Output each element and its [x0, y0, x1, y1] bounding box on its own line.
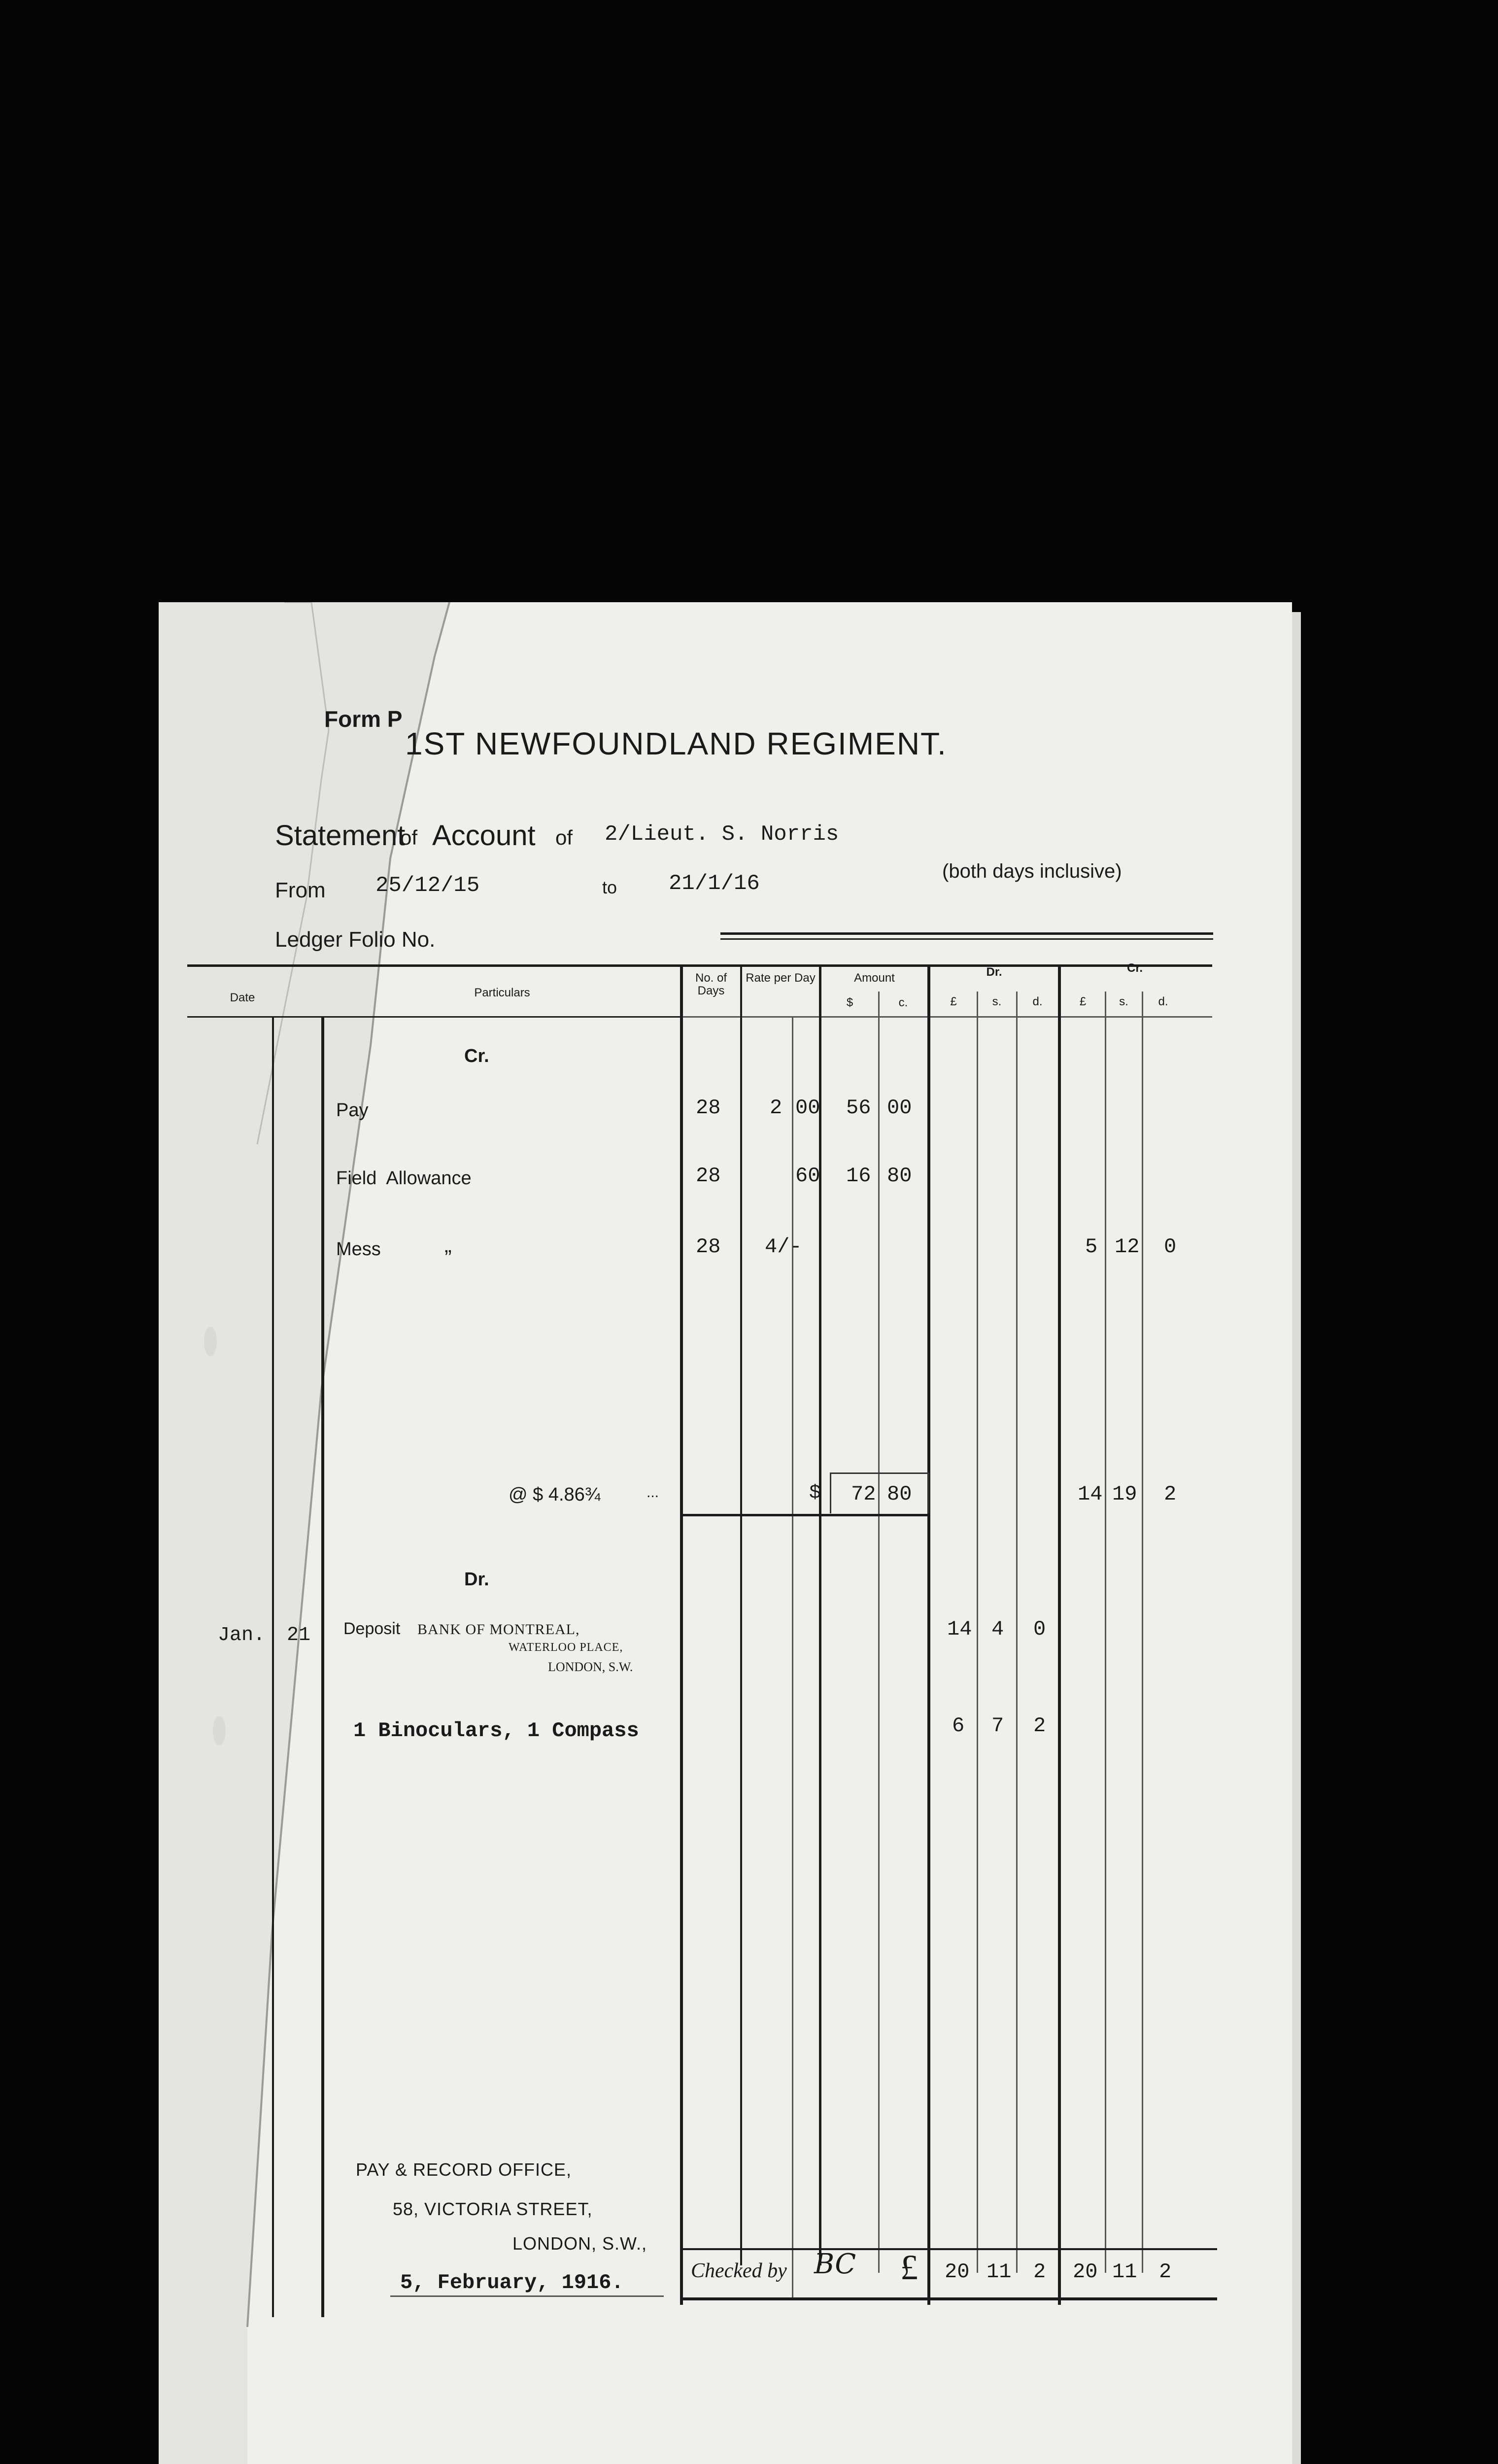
punch-hole — [213, 1716, 226, 1745]
statement-label: Statement — [275, 820, 406, 852]
totals-bottom-rule — [680, 2297, 1217, 2300]
account-label: Account — [432, 820, 536, 852]
punch-hole — [204, 1327, 217, 1356]
account-of-label: of — [555, 826, 573, 849]
row-field-allowance-amount-dollars: 16 — [846, 1164, 871, 1188]
deposit-dr-shillings: 4 — [991, 1617, 1004, 1641]
from-date: 25/12/15 — [375, 873, 480, 898]
binoculars-dr-pounds: 6 — [952, 1714, 965, 1738]
exchange-cr-pence: 2 — [1164, 1482, 1177, 1506]
exchange-dollar-sign: $ — [809, 1482, 821, 1505]
to-label: to — [602, 877, 617, 897]
row-mess-ditto: „ — [444, 1233, 452, 1257]
row-mess-days: 28 — [696, 1235, 721, 1259]
row-pay-rate-cents: 00 — [795, 1096, 820, 1120]
office-date-underline — [390, 2295, 664, 2297]
deposit-bank: BANK OF MONTREAL, — [417, 1621, 580, 1638]
row-mess-cr-pounds: 5 — [1085, 1235, 1098, 1259]
rule — [680, 1016, 1212, 1018]
exchange-rate-label: @ $ 4.86¾ — [509, 1484, 601, 1505]
header-dr-pence: d. — [1032, 995, 1043, 1008]
rate-col-rule — [740, 964, 742, 2265]
header-particulars: Particulars — [474, 986, 530, 999]
subtotal-rule — [681, 1514, 927, 1516]
cr-col-rule — [1058, 964, 1061, 2305]
from-label: From — [275, 878, 326, 902]
officer-name: 2/Lieut. S. Norris — [605, 822, 839, 847]
dr-sub-rule — [977, 992, 978, 2273]
row-mess-particular: Mess — [336, 1239, 381, 1260]
to-date: 21/1/16 — [669, 871, 760, 896]
amount-col-rule — [819, 964, 821, 2265]
deposit-date-month: Jan. — [218, 1624, 266, 1646]
document-paper — [159, 602, 1292, 2464]
header-dollars: $ — [846, 996, 853, 1009]
header-cr-pence: d. — [1158, 995, 1168, 1008]
rule — [720, 938, 1213, 940]
particulars-col-rule — [321, 1016, 324, 2317]
regiment-title: 1ST NEWFOUNDLAND REGIMENT. — [405, 726, 947, 761]
binoculars-dr-shillings: 7 — [991, 1714, 1004, 1738]
total-dr-pounds: 20 — [945, 2260, 970, 2284]
total-cr-pence: 2 — [1159, 2260, 1172, 2284]
header-cents: c. — [898, 996, 908, 1009]
checker-initials: BC — [814, 2248, 856, 2280]
header-amount: Amount — [854, 971, 895, 985]
totals-pound-sign: £ — [900, 2248, 918, 2287]
total-dr-shillings: 11 — [987, 2260, 1012, 2284]
exchange-cr-shillings: 19 — [1112, 1482, 1137, 1506]
inclusive-note: (both days inclusive) — [942, 860, 1122, 882]
cr-section-heading: Cr. — [464, 1046, 489, 1066]
exchange-dots: ... — [647, 1484, 659, 1501]
office-line3: LONDON, S.W., — [512, 2233, 647, 2254]
account-statement-sheet — [159, 602, 1292, 2464]
binoculars-particular: 1 Binoculars, 1 Compass — [353, 1719, 639, 1743]
cr-sub-rule — [1142, 992, 1143, 2273]
header-cr: Cr. — [1126, 961, 1143, 975]
total-dr-pence: 2 — [1033, 2260, 1046, 2284]
rule — [720, 932, 1213, 935]
row-mess-rate: 4/- — [765, 1235, 802, 1259]
row-pay-particular: Pay — [336, 1100, 369, 1121]
deposit-label: Deposit — [343, 1619, 401, 1638]
deposit-address-line1: WATERLOO PLACE, — [509, 1641, 623, 1654]
amount-sub-rule — [878, 992, 880, 2273]
deposit-date-day: 21 — [287, 1624, 311, 1646]
header-cr-pound: £ — [1079, 995, 1087, 1008]
rate-sub-rule — [792, 1016, 793, 2297]
deposit-dr-pounds: 14 — [947, 1617, 972, 1641]
statement-of-label: of — [400, 826, 418, 849]
total-cr-shillings: 11 — [1112, 2260, 1137, 2284]
header-dr-shilling: s. — [992, 995, 1002, 1008]
office-line1: PAY & RECORD OFFICE, — [356, 2159, 572, 2180]
deposit-dr-pence: 0 — [1033, 1617, 1046, 1641]
exchange-amount-dollars: 72 — [851, 1482, 876, 1506]
header-date: Date — [230, 991, 255, 1004]
row-pay-amount-dollars: 56 — [846, 1096, 871, 1120]
row-field-allowance-particular: Field Allowance — [336, 1168, 472, 1189]
cr-sub-rule — [1105, 992, 1106, 2273]
days-col-rule — [680, 964, 683, 2305]
row-pay-rate-dollars: 2 — [770, 1096, 783, 1120]
row-mess-cr-pence: 0 — [1164, 1235, 1177, 1259]
row-pay-amount-cents: 00 — [887, 1096, 912, 1120]
subtotal-box — [830, 1472, 929, 1513]
binoculars-dr-pence: 2 — [1033, 1714, 1046, 1738]
total-cr-pounds: 20 — [1073, 2260, 1098, 2284]
ledger-folio-label: Ledger Folio No. — [275, 927, 436, 952]
rule — [187, 1016, 680, 1018]
totals-top-rule — [680, 2248, 1217, 2250]
exchange-cr-pounds: 14 — [1078, 1482, 1103, 1506]
office-date: 5, February, 1916. — [400, 2271, 624, 2294]
form-label: Form P — [324, 706, 403, 732]
dr-col-rule — [927, 964, 930, 2305]
header-rate: Rate per Day — [746, 971, 816, 985]
header-dr: Dr. — [986, 965, 1002, 979]
dr-section-heading: Dr. — [464, 1569, 489, 1590]
row-field-allowance-rate-cents: 60 — [795, 1164, 820, 1188]
header-dr-pound: £ — [950, 995, 957, 1008]
row-mess-cr-shillings: 12 — [1115, 1235, 1140, 1259]
header-days: No. of Days — [695, 971, 727, 998]
header-cr-shilling: s. — [1119, 995, 1128, 1008]
row-field-allowance-amount-cents: 80 — [887, 1164, 912, 1188]
deposit-address-line2: LONDON, S.W. — [548, 1660, 633, 1674]
date-col-rule — [272, 1016, 274, 2317]
exchange-amount-cents: 80 — [887, 1482, 912, 1506]
checked-by-label: Checked by — [691, 2259, 787, 2282]
row-field-allowance-days: 28 — [696, 1164, 721, 1188]
dr-sub-rule — [1016, 992, 1018, 2273]
row-pay-days: 28 — [696, 1096, 721, 1120]
office-line2: 58, VICTORIA STREET, — [393, 2199, 593, 2219]
